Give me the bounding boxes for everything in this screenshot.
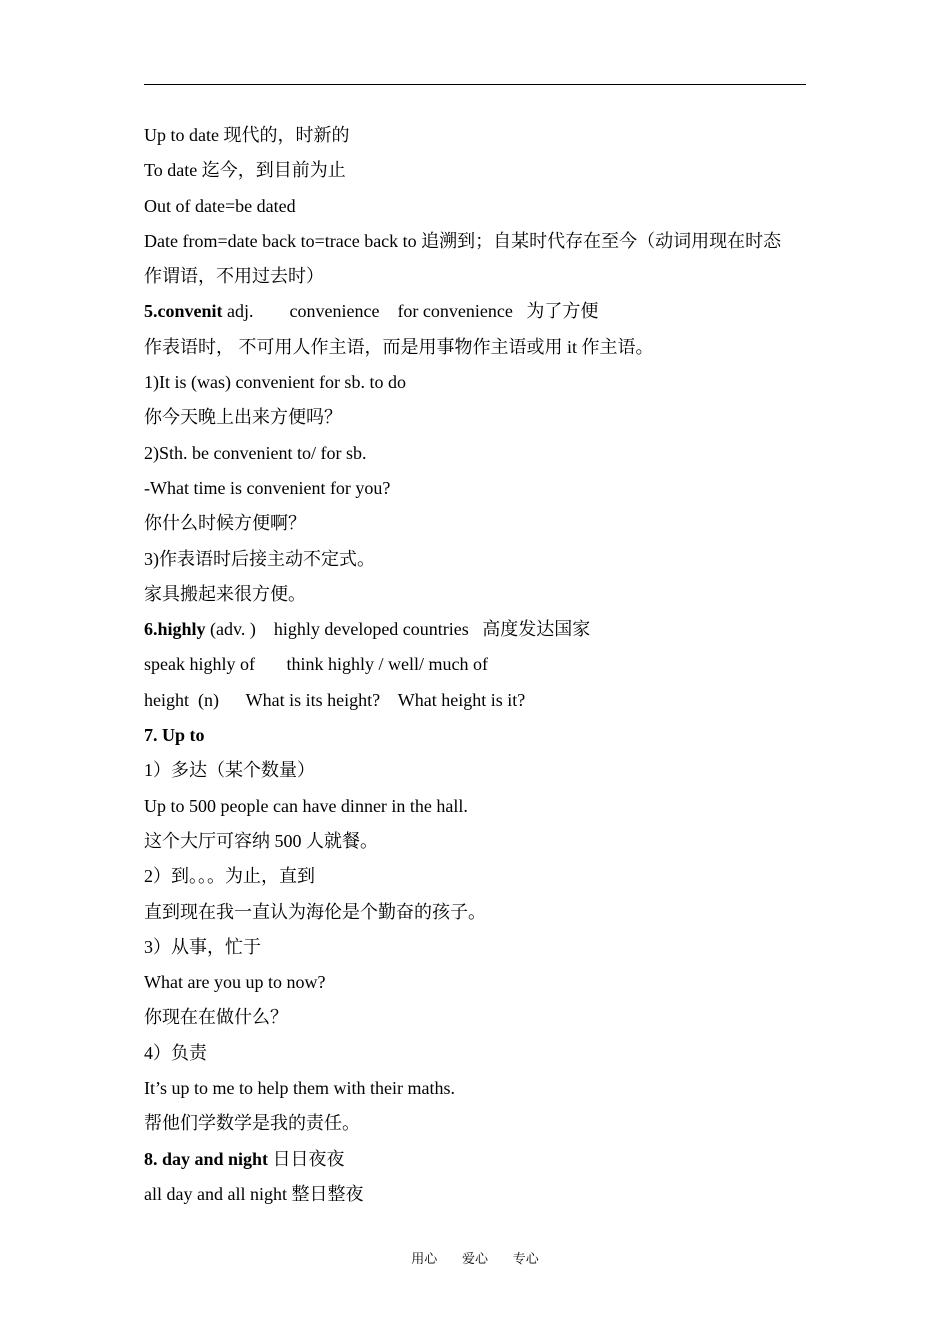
line-text: It’s up to me to help them with their maths.	[144, 1078, 455, 1099]
text-line	[144, 965, 824, 1000]
line-text: Out of date=be dated	[144, 195, 296, 216]
text-line	[144, 1142, 824, 1177]
line-text: speak highly of think highly / well/ much of	[144, 654, 488, 675]
text-line	[144, 1036, 824, 1071]
text-line	[144, 542, 824, 577]
text-line	[144, 612, 824, 647]
line-text: Up to date 现代的，时新的	[144, 125, 350, 145]
line-text: height (n) What is its height? What height is it?	[144, 689, 526, 710]
section-heading: 8. day and night	[144, 1148, 269, 1169]
text-line	[144, 189, 824, 224]
line-text: 1）多达（某个数量）	[144, 760, 315, 781]
line-text: 这个大厅可容纳 500 人就餐。	[144, 830, 378, 851]
line-text: 直到现在我一直认为海伦是个勤奋的孩子。	[144, 901, 486, 922]
text-line	[144, 365, 824, 400]
line-text: 作表语时， 不可用人作主语，而是用事物作主语或用 it 作主语。	[144, 336, 654, 357]
line-text: 你什么时候方便啊？	[144, 513, 306, 534]
page-footer: 用心 爱心 专心	[411, 1252, 539, 1267]
text-line	[144, 647, 824, 682]
text-line	[144, 753, 824, 788]
line-text: 你今天晚上出来方便吗？	[144, 407, 342, 428]
text-line	[144, 153, 824, 188]
text-line	[144, 400, 824, 435]
text-line	[144, 224, 824, 259]
document-body	[144, 118, 824, 1212]
line-text: 家具搬起来很方便。	[144, 583, 306, 604]
line-text: 日日夜夜	[268, 1148, 345, 1169]
line-text: 2)Sth. be convenient to/ for sb.	[144, 442, 367, 463]
line-text: Up to 500 people can have dinner in the hall.	[144, 795, 468, 816]
line-text: 帮他们学数学是我的责任。	[144, 1113, 360, 1134]
line-text: -What time is convenient for you?	[144, 477, 391, 498]
text-line	[144, 895, 824, 930]
line-text: Date from=date back to=trace back to 追溯到；自某时代存在至今（动词用现在时态	[144, 230, 782, 251]
text-line	[144, 577, 824, 612]
text-line	[144, 683, 824, 718]
text-line	[144, 294, 824, 329]
line-text: 你现在在做什么？	[144, 1007, 288, 1028]
text-line	[144, 1177, 824, 1212]
line-text: 1)It is (was) convenient for sb. to do	[144, 372, 406, 393]
line-text: To date 迄今，到目前为止	[144, 160, 346, 181]
line-text: 3)作表语时后接主动不定式。	[144, 548, 375, 569]
line-text: (adv. ) highly developed countries 高度发达国家	[205, 619, 591, 640]
text-line	[144, 789, 824, 824]
line-text: 作谓语，不用过去时）	[144, 266, 324, 287]
line-text: adj. convenience for convenience 为了方便	[222, 301, 599, 322]
text-line	[144, 1071, 824, 1106]
text-line	[144, 506, 824, 541]
section-heading: 5.convenit	[144, 301, 223, 322]
text-line	[144, 259, 824, 294]
section-heading: 6.highly	[144, 619, 206, 640]
line-text: What are you up to now?	[144, 972, 326, 993]
text-line	[144, 436, 824, 471]
line-text: all day and all night 整日整夜	[144, 1183, 364, 1204]
text-line	[144, 471, 824, 506]
text-line	[144, 824, 824, 859]
header-rule	[144, 84, 806, 85]
text-line	[144, 330, 824, 365]
text-line	[144, 1000, 824, 1035]
text-line	[144, 930, 824, 965]
line-text: 3）从事，忙于	[144, 936, 261, 957]
line-text: 2）到。。。为止，直到	[144, 866, 315, 887]
line-text: 4）负责	[144, 1042, 207, 1063]
text-line	[144, 718, 824, 753]
text-line	[144, 118, 824, 153]
section-heading: 7. Up to	[144, 725, 205, 746]
text-line	[144, 859, 824, 894]
text-line	[144, 1106, 824, 1141]
